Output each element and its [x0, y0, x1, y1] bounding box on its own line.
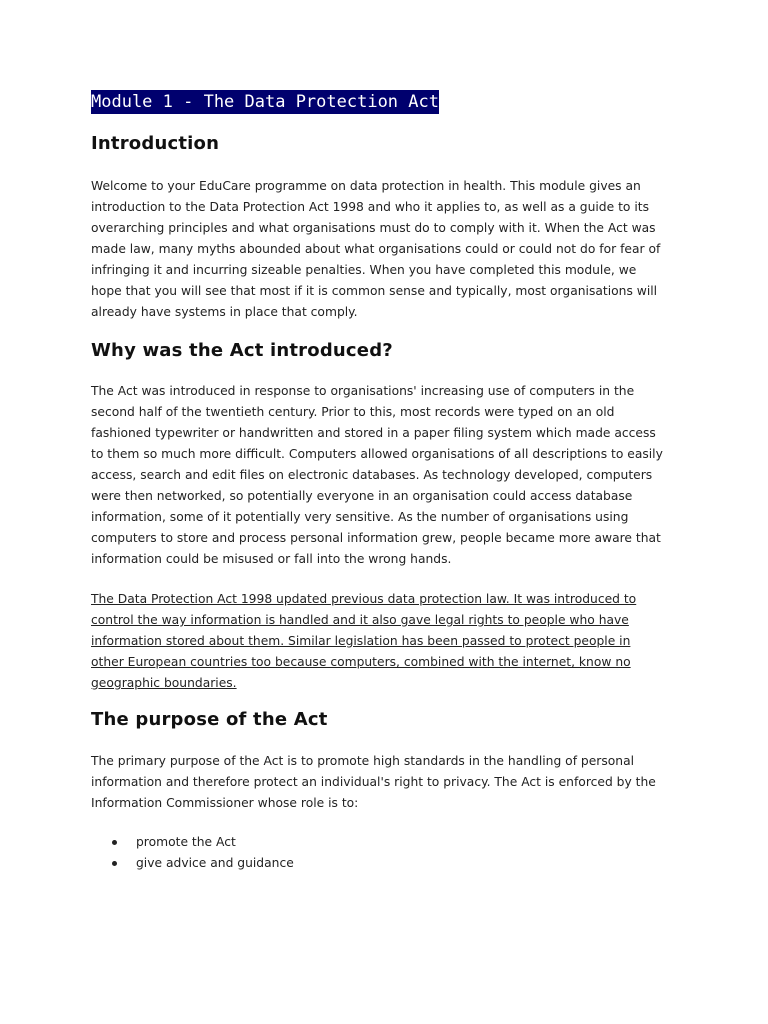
- paragraph-line: information could be misused or fall into the wrong hands.: [91, 552, 452, 566]
- paragraph-line: fashioned typewriter or handwritten and stored in a paper filing system which made access: [91, 426, 656, 440]
- underlined-line: other European countries too because computers, combined with the internet, know no: [91, 655, 631, 669]
- paragraph-line: made law, many myths abounded about what organisations could or could not do for fear of: [91, 242, 661, 256]
- list-item-text: promote the Act: [136, 835, 236, 849]
- paragraph-line: Information Commissioner whose role is to:: [91, 796, 359, 810]
- underlined-line: information stored about them. Similar legislation has been passed to protect people in: [91, 634, 631, 648]
- list-item: [91, 832, 294, 853]
- why-heading: Why was the Act introduced?: [91, 340, 393, 361]
- paragraph-line: The primary purpose of the Act is to promote high standards in the handling of personal: [91, 754, 635, 768]
- paragraph-line: computers to store and process personal information grew, people became more aware that: [91, 531, 661, 545]
- introduction-heading: Introduction: [91, 133, 220, 154]
- why-paragraph: [91, 381, 671, 570]
- paragraph-line: information and therefore protect an individual's right to privacy. The Act is enforced by the: [91, 775, 656, 789]
- bullet-icon: [112, 840, 117, 845]
- paragraph-line: hope that you will see that most if it is common sense and typically, most organisations will: [91, 284, 658, 298]
- bullet-icon: [112, 861, 117, 866]
- paragraph-line: overarching principles and what organisations must do to comply with it. When the Act was: [91, 221, 656, 235]
- paragraph-line: to them so much more difficult. Computers allowed organisations of all descriptions to easily: [91, 447, 663, 461]
- paragraph-line: were then networked, so potentially everyone in an organisation could access database: [91, 489, 633, 503]
- list-item-text: give advice and guidance: [136, 856, 294, 870]
- paragraph-line: already have systems in place that comply.: [91, 305, 358, 319]
- paragraph-line: introduction to the Data Protection Act 1998 and who it applies to, as well as a guide to its: [91, 200, 649, 214]
- paragraph-line: information, some of it potentially very sensitive. As the number of organisations using: [91, 510, 629, 524]
- purpose-paragraph: [91, 751, 671, 814]
- underlined-line: control the way information is handled and it also gave legal rights to people who have: [91, 613, 629, 627]
- purpose-heading: The purpose of the Act: [91, 709, 328, 730]
- commissioner-role-list: [91, 832, 294, 874]
- introduction-paragraph: [91, 176, 671, 323]
- underlined-line: The Data Protection Act 1998 updated previous data protection law. It was introduced to: [91, 592, 637, 606]
- paragraph-line: second half of the twentieth century. Prior to this, most records were typed on an old: [91, 405, 615, 419]
- list-item: [91, 853, 294, 874]
- underlined-line: geographic boundaries.: [91, 676, 237, 690]
- module-title: Module 1 - The Data Protection Act: [91, 92, 439, 112]
- paragraph-line: access, search and edit files on electronic databases. As technology developed, computers: [91, 468, 653, 482]
- paragraph-line: The Act was introduced in response to organisations' increasing use of computers in the: [91, 384, 635, 398]
- paragraph-line: infringing it and incurring sizeable penalties. When you have completed this module, we: [91, 263, 637, 277]
- paragraph-line: Welcome to your EduCare programme on data protection in health. This module gives an: [91, 179, 641, 193]
- data-protection-act-paragraph: [91, 589, 671, 694]
